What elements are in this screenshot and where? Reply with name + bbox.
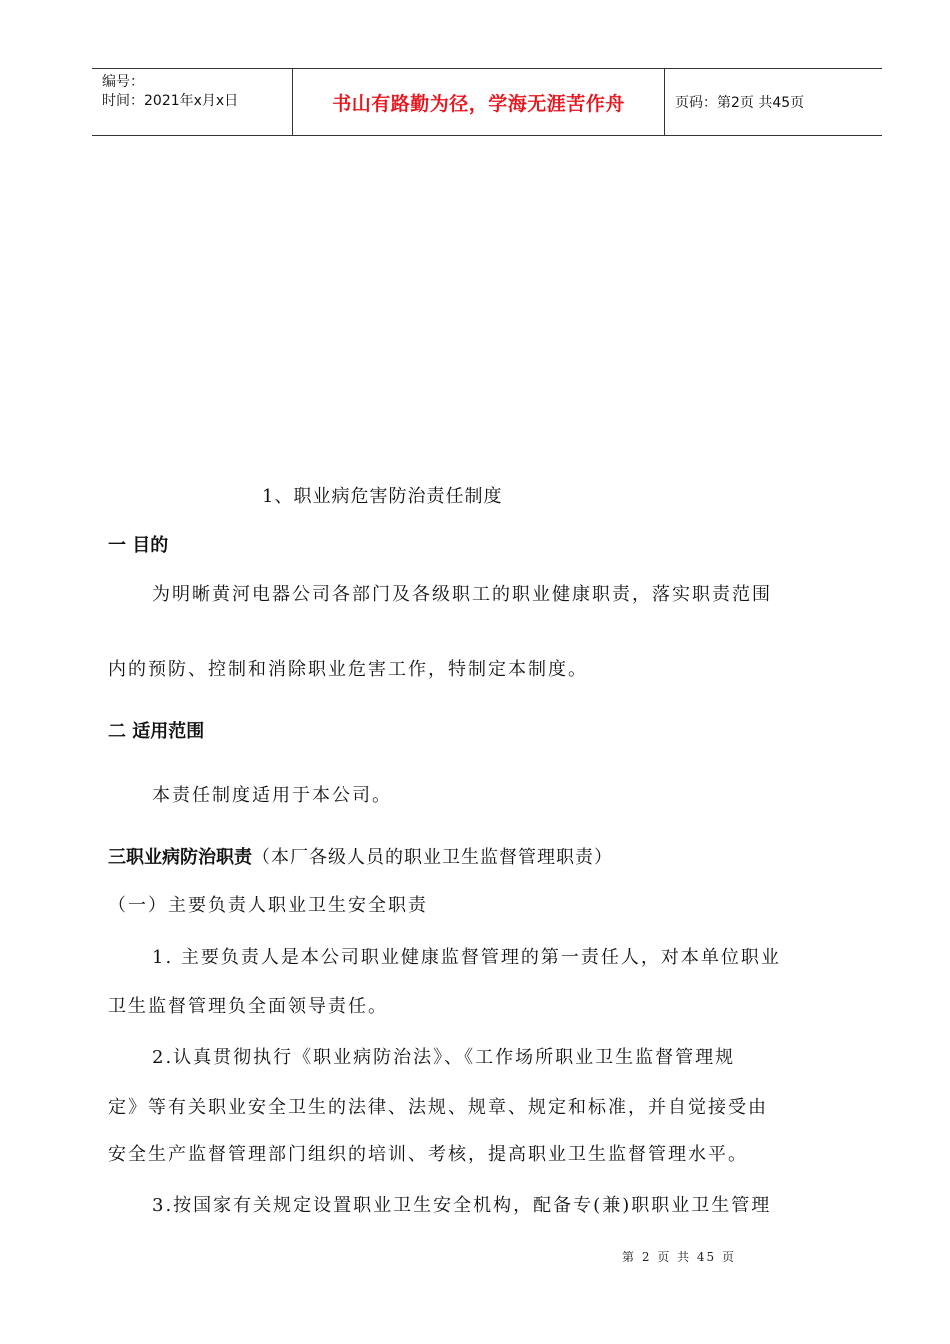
header-motto-cell [293, 69, 665, 135]
page-footer: 第 2 页 共 45 页 [622, 1250, 736, 1264]
document-date: 时间：2021年x月x日 [102, 93, 239, 109]
header-meta [92, 69, 293, 135]
subsection-heading: （一）主要负责人职业卫生安全职责 [108, 895, 428, 916]
paragraph-line: 3.按国家有关规定设置职业卫生安全机构，配备专(兼)职职业卫生管理 [152, 1195, 772, 1216]
header-page-info [665, 69, 882, 135]
page-header [92, 68, 882, 136]
paragraph-line: 为明晰黄河电器公司各部门及各级职工的职业健康职责，落实职责范围 [152, 584, 772, 605]
section-heading-purpose: 一 目的 [108, 535, 169, 556]
section-heading-duties-tail: （本厂各级人员的职业卫生监督管理职责） [252, 847, 613, 868]
paragraph-line: 安全生产监督管理部门组织的培训、考核，提高职业卫生监督管理水平。 [108, 1144, 748, 1165]
section-heading-scope: 二 适用范围 [108, 721, 205, 742]
paragraph-line: 卫生监督管理负全面领导责任。 [108, 996, 388, 1017]
paragraph-line: 2.认真贯彻执行《职业病防治法》、《工作场所职业卫生监督管理规 [152, 1047, 736, 1068]
paragraph-line: 内的预防、控制和消除职业危害工作，特制定本制度。 [108, 659, 588, 680]
section-heading-duties [108, 843, 613, 869]
paragraph-line: 本责任制度适用于本公司。 [152, 785, 392, 806]
paragraph-line: 1. 主要负责人是本公司职业健康监督管理的第一责任人，对本单位职业 [152, 947, 781, 968]
document-number-label: 编号： [102, 74, 144, 90]
paragraph-line: 定》等有关职业安全卫生的法律、法规、规章、规定和标准，并自觉接受由 [108, 1097, 768, 1118]
header-motto: 书山有路勤为径，学海无涯苦作舟 [332, 92, 625, 115]
section-heading-duties-main: 三职业病防治职责 [108, 847, 252, 868]
header-page-number: 页码：第2页 共45页 [675, 95, 805, 111]
document-title: 1、职业病危害防治责任制度 [262, 486, 503, 507]
